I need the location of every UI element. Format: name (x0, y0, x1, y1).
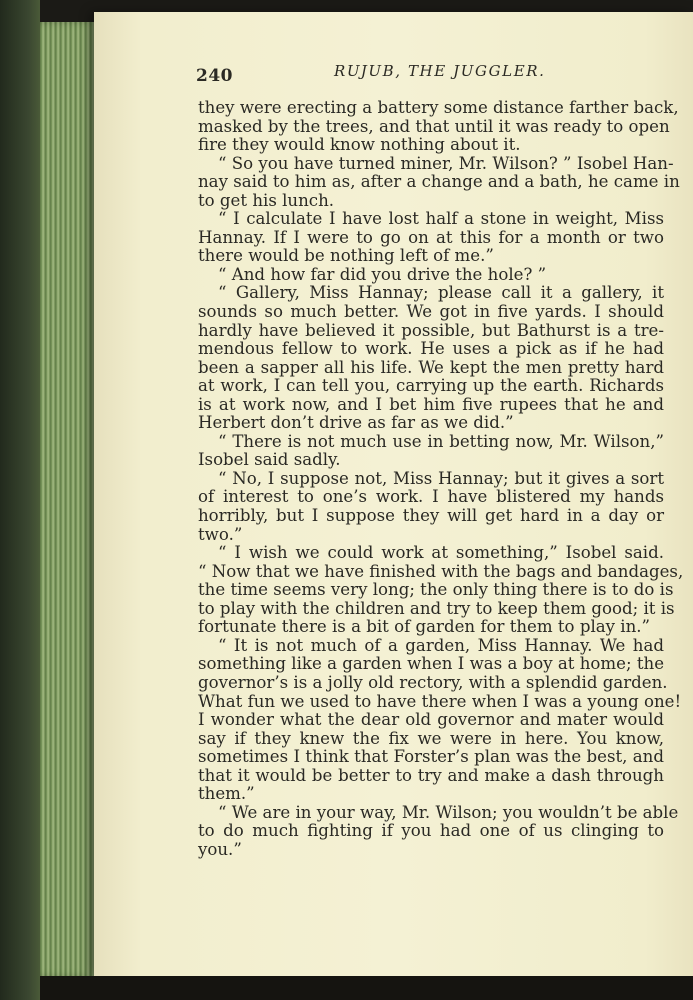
text-line: Herbert don’t drive as far as we did.” (198, 413, 514, 433)
text-line: you.” (198, 839, 242, 859)
text-line: horribly, but I suppose they will get hard in a day or (198, 506, 664, 526)
text-line: fire they would know nothing about it. (198, 135, 521, 155)
book-spine-cover (0, 0, 40, 1000)
text-line: nay said to him as, after a change and a bath, he came in (198, 172, 680, 192)
text-line: is at work now, and I bet him five rupees that he and (198, 394, 664, 414)
text-line: to play with the children and try to keep them good; it is (198, 598, 675, 618)
text-line: at work, I can tell you, carrying up the earth. Richards (198, 376, 664, 396)
text-line: to do much fighting if you had one of us clinging to (198, 821, 664, 841)
text-line: hardly have believed it possible, but Bathurst is a tre- (198, 320, 664, 340)
text-line: What fun we used to have there when I was a young one! (198, 691, 682, 711)
text-line: governor’s is a jolly old rectory, with a splendid garden. (198, 672, 668, 692)
text-line: mendous fellow to work. He uses a pick as if he had (198, 339, 664, 359)
text-line: “ Gallery, Miss Hannay; please call it a gallery, it (218, 283, 664, 303)
text-line: to get his lunch. (198, 190, 335, 210)
text-line: “ And how far did you drive the hole? ” (218, 264, 547, 284)
text-line: Hannay. If I were to go on at this for a month or two (198, 227, 664, 247)
text-line: “ I calculate I have lost half a stone in weight, Miss (218, 209, 664, 229)
text-line: say if they knew the fix we were in here. You know, (198, 728, 664, 748)
text-line: masked by the trees, and that until it was ready to open (198, 116, 670, 136)
book-bottom-shadow (40, 976, 693, 1000)
text-line: sometimes I think that Forster’s plan was the best, and (198, 747, 664, 767)
text-line: been a sapper all his life. We kept the men pretty hard (198, 357, 664, 377)
text-line: they were erecting a battery some distance farther back, (198, 98, 679, 117)
text-line: “ Now that we have finished with the bags and bandages, (198, 561, 684, 581)
text-line: “ It is not much of a garden, Miss Hannay. We had (218, 635, 664, 655)
text-line: the time seems very long; the only thing there is to do is (198, 580, 674, 600)
text-line: I wonder what the dear old governor and mater would (198, 710, 664, 730)
text-line: Isobel said sadly. (198, 450, 341, 470)
text-line: “ No, I suppose not, Miss Hannay; but it gives a sort (218, 468, 664, 488)
running-head: RUJUB, THE JUGGLER. (334, 62, 546, 80)
text-line: something like a garden when I was a boy at home; the (198, 654, 665, 674)
text-line: of interest to one’s work. I have blistered my hands (198, 487, 664, 507)
text-line: “ We are in your way, Mr. Wilson; you wouldn’t be able (218, 802, 679, 822)
text-line: fortunate there is a bit of garden for them to play in.” (198, 617, 651, 637)
page-edges (40, 22, 96, 977)
body-text (198, 98, 684, 859)
text-line: there would be nothing left of me.” (198, 246, 494, 266)
text-line: them.” (198, 784, 255, 804)
text-line: “ There is not much use in betting now, Mr. Wilson,” (218, 431, 664, 451)
text-line: two.” (198, 524, 243, 544)
page-header (196, 62, 666, 92)
page-number: 240 (196, 66, 233, 86)
text-line: “ I wish we could work at something,” Isobel said. (218, 543, 664, 563)
text-line: sounds so much better. We got in five yards. I should (198, 302, 664, 322)
text-line: that it would be better to try and make a dash through (198, 765, 664, 785)
text-line: “ So you have turned miner, Mr. Wilson? ” Isobel Han- (218, 153, 674, 173)
